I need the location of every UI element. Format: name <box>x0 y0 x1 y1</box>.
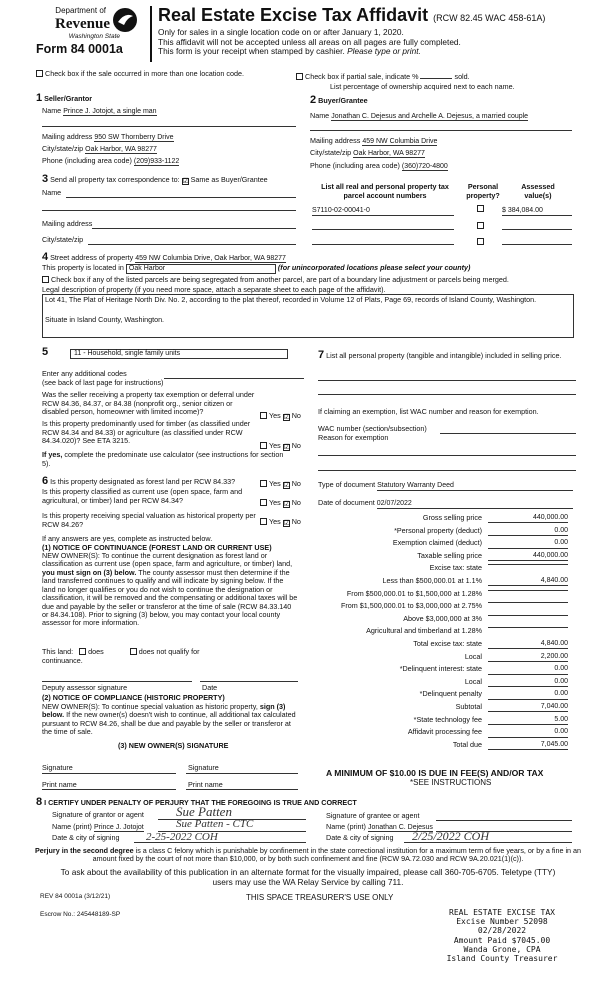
fee-row <box>318 716 580 727</box>
fee-value[interactable]: 0.00 <box>488 665 568 674</box>
title-citation: (RCW 82.45 WAC 458-61A) <box>433 13 546 23</box>
owner-signature-line-2 <box>186 773 298 774</box>
q6-3-no-label: No <box>291 517 301 526</box>
legal-description-line-1: Lot 41, The Plat of Heritage North Div. No. 2, according to the plat thereof, recorded in Volume 12 of Plats, Page 69, records of Island County, Washington. <box>45 295 537 304</box>
seller-city-row <box>42 145 157 154</box>
fee-label: From $1,500,000.01 to $3,000,000 at 2.75% <box>340 601 482 611</box>
this-land-label: This land: <box>42 647 74 656</box>
fee-label: Subtotal <box>455 702 482 711</box>
see-instructions-note: *SEE INSTRUCTIONS <box>410 778 492 787</box>
perjury-bold: Perjury in the second degree <box>34 846 134 855</box>
section-3-text: Send all property tax correspondence to: <box>50 175 180 184</box>
buyer-name-line2 <box>310 130 572 131</box>
seller-phone-field[interactable]: (209)933-1122 <box>133 158 180 165</box>
fee-label: Excise tax: state <box>429 563 482 573</box>
form-title <box>158 5 545 27</box>
q5-2-yes-label: Yes <box>269 441 281 450</box>
deputy-date-line <box>200 681 298 682</box>
seller-city-field[interactable]: Oak Harbor, WA 98277 <box>85 146 157 153</box>
q5-1-yes-checkbox[interactable] <box>260 412 267 419</box>
located-row <box>42 264 470 274</box>
seller-mailing-row <box>42 133 174 142</box>
list-percentage-note: List percentage of ownership acquired next to each name. <box>330 82 515 91</box>
seller-name-label: Name <box>42 106 62 115</box>
partial-sale-checkbox[interactable] <box>296 73 303 80</box>
revenue-label: Revenue <box>55 15 110 32</box>
fee-label: *Delinquent interest: state <box>399 664 482 674</box>
deputy-signature-line <box>42 681 192 682</box>
washington-state-label: Washington State <box>68 32 120 40</box>
multi-location-label: Check box if the sale occurred in more than one location code. <box>45 69 244 78</box>
department-label: Department of <box>55 6 106 15</box>
fee-label: *Delinquent penalty <box>419 689 482 699</box>
fee-label: Gross selling price <box>422 513 482 522</box>
fee-value[interactable] <box>488 602 568 603</box>
land-does-label: does <box>88 647 104 656</box>
assessed-line-2 <box>502 229 572 230</box>
q6-3-answers <box>260 518 301 527</box>
land-use-code-select[interactable]: 11 - Household, single family units <box>70 349 288 359</box>
buyer-city-field[interactable]: Oak Harbor, WA 98277 <box>353 150 425 157</box>
grantor-agent-signature[interactable]: Sue Patten <box>176 804 232 819</box>
same-as-buyer-label: Same as Buyer/Grantee <box>190 175 268 184</box>
q6-1-answers <box>260 480 301 489</box>
seller-phone-row <box>42 157 179 166</box>
fee-value[interactable]: 7,045.00 <box>488 741 568 750</box>
fee-label: Local <box>464 676 482 686</box>
fee-row <box>318 678 580 689</box>
buyer-mailing-field[interactable]: 459 NW Columbia Drive <box>362 138 438 145</box>
fee-row <box>318 703 580 714</box>
partial-sale-percent-field[interactable] <box>420 78 452 79</box>
fee-value[interactable]: 0.00 <box>488 539 568 548</box>
if-any-yes-note: If any answers are yes, complete as instructed below. <box>42 534 213 543</box>
section-7-label: List all personal property (tangible and intangible) included in selling price. <box>326 351 562 360</box>
document-date-field[interactable]: 02/07/2022 <box>377 500 573 509</box>
grantee-name-field[interactable]: Jonathan C. Dejesus <box>367 824 433 831</box>
fee-label: Total excise tax: state <box>413 639 482 648</box>
q5-2-no-label: No <box>291 441 301 450</box>
section-3-name-label: Name <box>42 188 62 197</box>
notice-1-text-b: The county assessor must then determine if the land transferred continues to qualify and will indicate by signing below. If the land no longer qualifies or you do not wish to continue the designation or classification, it will be removed and the compensating or additional taxes will be due and payable by the seller or transferor at the time of sale (RCW 84.33.140 or 84.34.108). Prior to signing (3) below, you may contact your local county assessor for more information. <box>42 567 298 628</box>
section-6-q1-text: Is this property designated as forest land per RCW 84.33? <box>50 477 236 486</box>
header-line-3 <box>158 47 461 57</box>
personal-property-line-2 <box>318 394 576 395</box>
section-3-name-line2 <box>42 210 296 211</box>
fee-row <box>318 615 580 626</box>
if-yes-rest: complete the predominate use calculator (see instructions for section 5). <box>42 450 284 468</box>
fee-row <box>318 653 580 664</box>
buyer-name-field[interactable]: Jonathan C. Dejesus and Archelle A. Dejesus, a married couple <box>331 113 529 120</box>
buyer-city-row <box>310 149 425 158</box>
section-5-number: 5 <box>42 346 49 358</box>
q6-1-no-checkbox[interactable]: ☑ <box>283 482 291 489</box>
parcel-number-1[interactable]: S7110-02-00041-0 <box>312 207 454 216</box>
fee-row <box>318 741 580 752</box>
section-6-question-2: Is this property classified as current use (open space, farm and agricultural, or timber) land per RCW 84.34? <box>42 487 243 505</box>
street-address-label: Street address of property <box>50 253 134 262</box>
seller-heading <box>36 92 92 105</box>
fee-label: Total due <box>452 739 482 749</box>
owner-print-label-1: Print name <box>42 780 77 789</box>
fee-value[interactable] <box>488 564 568 565</box>
land-does-not-checkbox[interactable] <box>130 648 137 655</box>
grantee-date-label: Date & city of signing <box>326 833 394 842</box>
assessed-value-1[interactable]: $ 384,084.00 <box>502 207 572 216</box>
owner-print-label-2: Print name <box>188 780 223 789</box>
fee-row <box>318 728 580 739</box>
q5-2-no-checkbox[interactable]: ☑ <box>283 444 291 451</box>
grantor-agent-name-signature[interactable]: Sue Patten - CTC <box>176 818 254 830</box>
fee-label: Taxable selling price <box>417 550 482 560</box>
grantor-name-label: Name (print) <box>52 822 92 831</box>
section-6-question-3: Is this property receiving special valuation as historical property per RCW 84.26? <box>42 511 256 529</box>
located-note: (for unincorporated locations please select your county) <box>277 263 471 272</box>
sold-label: sold. <box>454 72 470 81</box>
seller-name-row <box>42 107 297 116</box>
segregated-check[interactable] <box>42 276 509 285</box>
fee-row <box>318 539 580 550</box>
segregated-label: Check box if any of the listed parcels are being segregated from another parcel, are part of a boundary line adjustment or parcels being merged. <box>51 275 509 284</box>
buyer-name-row <box>310 112 528 121</box>
fee-value[interactable]: 4,840.00 <box>488 577 568 586</box>
street-address-field[interactable]: 459 NW Columbia Drive, Oak Harbor, WA 98277 <box>135 255 286 262</box>
parcel-line-3 <box>312 244 454 245</box>
buyer-phone-field[interactable]: (360)720-4800 <box>401 163 448 170</box>
notice-2-text-b: If the new owner(s) doesn't wish to continue, all additional tax calculated pursuant to RCW 84.26, shall be due and payable by the seller or transferor at the time of sale. <box>42 710 296 737</box>
buyer-city-label: City/state/zip <box>310 148 352 157</box>
stamp-line-2: Excise Number 52098 <box>456 917 548 927</box>
q6-2-yes-checkbox[interactable] <box>260 499 267 506</box>
section-8-number: 8 <box>36 796 43 808</box>
fee-label: Above $3,000,000 at 3% <box>403 613 482 623</box>
assessed-value-header: Assessed value(s) <box>521 182 555 200</box>
fee-label: Local <box>464 651 482 661</box>
q6-2-no-checkbox[interactable]: ☑ <box>283 501 291 508</box>
grantor-date-field[interactable]: 2-25-2022 COH <box>146 831 218 843</box>
deputy-date-label: Date <box>202 683 218 692</box>
fee-label: *Personal property (deduct) <box>394 525 482 535</box>
additional-codes-label: Enter any additional codes <box>42 369 127 378</box>
multi-location-check[interactable] <box>36 70 244 79</box>
personal-property-checkbox-1[interactable] <box>477 205 484 212</box>
notice-1-text <box>42 552 298 628</box>
header-divider <box>150 6 152 62</box>
grantee-signature-label: Signature of grantee or agent <box>326 811 420 820</box>
notice-1-text-a: NEW OWNER(S): To continue the current designation as forest land or classification as current use (open space, farm and agriculture, or timber) land, <box>42 551 293 569</box>
fee-value[interactable]: 440,000.00 <box>488 552 568 561</box>
header-instructions <box>158 28 461 57</box>
seller-city-label: City/state/zip <box>42 144 84 153</box>
location-code-select[interactable]: Oak Harbor <box>126 264 276 274</box>
fee-label: Agricultural and timberland at 1.28% <box>366 626 482 636</box>
seller-mailing-field[interactable]: 950 SW Thornberry Drive <box>94 134 174 141</box>
grantee-signature-line <box>436 820 572 821</box>
fee-value[interactable]: 0.00 <box>488 527 568 536</box>
personal-property-header: Personal property? <box>466 182 500 200</box>
fee-label: Exemption claimed (deduct) <box>392 538 482 548</box>
q5-1-no-label: No <box>291 411 301 420</box>
fee-row <box>318 527 580 538</box>
additional-codes-field <box>164 378 304 379</box>
fee-value[interactable]: 0.00 <box>488 728 568 737</box>
stamp-line-5: Wanda Grone, CPA <box>463 944 541 954</box>
section-3-mailing-label: Mailing address <box>42 219 93 228</box>
if-yes-bold: If yes, <box>42 450 63 459</box>
stamp-line-4: Amount Paid $7045.00 <box>453 935 551 945</box>
seller-name-field[interactable]: Prince J. Jotojot, a single man <box>63 108 157 115</box>
grantee-name-label: Name (print) <box>326 822 366 831</box>
notice-2-text-bold: sign (3) below. <box>42 702 286 720</box>
wac-number-label: WAC number (section/subsection) <box>318 424 427 433</box>
owner-signature-line-1 <box>42 773 176 774</box>
buyer-mailing-label: Mailing address <box>310 136 361 145</box>
fee-row <box>318 590 580 601</box>
fee-value[interactable]: 0.00 <box>488 678 568 687</box>
section-3-number: 3 <box>42 173 49 185</box>
header-line-3-text: This form is your receipt when stamped by cashier. <box>158 46 345 57</box>
q5-1-yes-label: Yes <box>269 411 281 420</box>
fee-value[interactable]: 2,200.00 <box>488 653 568 662</box>
q6-2-yes-label: Yes <box>269 498 281 507</box>
fee-row <box>318 552 580 563</box>
personal-property-line-1 <box>318 380 576 381</box>
section-4-number: 4 <box>42 251 49 263</box>
reason-label: Reason for exemption <box>318 433 389 442</box>
fee-row <box>318 690 580 701</box>
document-type-field[interactable]: Statutory Warranty Deed <box>377 482 573 491</box>
treasurer-stamp <box>440 908 564 963</box>
section-8-certify-text: I CERTIFY UNDER PENALTY OF PERJURY THAT THE FOREGOING IS TRUE AND CORRECT <box>44 798 357 807</box>
exemption-label: If claiming an exemption, list WAC number and reason for exemption. <box>318 407 539 416</box>
q6-1-yes-checkbox[interactable] <box>260 480 267 487</box>
land-does-checkbox[interactable] <box>79 648 86 655</box>
q5-1-no-checkbox[interactable]: ☑ <box>283 414 291 421</box>
land-does-not-label: does not qualify for <box>138 647 200 656</box>
q6-3-no-checkbox[interactable]: ☑ <box>283 520 291 527</box>
section-3-name-line <box>66 197 296 198</box>
stamp-line-3: 02/28/2022 <box>477 926 527 936</box>
reason-line-1 <box>318 455 576 456</box>
document-type-label: Type of document <box>318 480 376 489</box>
q6-1-no-label: No <box>291 479 301 488</box>
fee-value[interactable]: 5.00 <box>488 716 568 725</box>
stamp-line-1: REAL ESTATE EXCISE TAX <box>449 908 555 917</box>
header-line-2: This affidavit will not be accepted unless all areas on all pages are fully completed. <box>158 36 461 47</box>
fee-row <box>318 564 580 575</box>
section-5-question-2: Is this property predominantly used for timber (as classified under RCW 84.34 and 84.33) or agriculture (as classified under RCW 84.34.020)? See ETA 3215. <box>42 419 251 446</box>
notice-2-title: (2) NOTICE OF COMPLIANCE (HISTORIC PROPERTY) <box>42 693 225 702</box>
grantee-date-field[interactable]: 2/25/2022 COH <box>412 829 490 843</box>
stamp-line-6: Island County Treasurer <box>446 953 558 963</box>
fee-value[interactable] <box>488 627 568 628</box>
parcel-line-2 <box>312 229 454 230</box>
document-date-row <box>318 499 573 509</box>
section-7-number: 7 <box>318 349 325 361</box>
fee-value[interactable] <box>488 590 568 591</box>
same-as-buyer-checkbox[interactable]: ☑ <box>182 178 189 185</box>
header-line-3-italic: Please type or print. <box>347 46 421 57</box>
q6-2-no-label: No <box>291 498 301 507</box>
fee-row <box>318 665 580 676</box>
fee-label: Affidavit processing fee <box>407 727 482 737</box>
q6-3-yes-label: Yes <box>269 517 281 526</box>
fee-label: *State technology fee <box>413 714 482 724</box>
q6-3-yes-checkbox[interactable] <box>260 518 267 525</box>
fee-value[interactable]: 440,000.00 <box>488 514 568 523</box>
revision-label: REV 84 0001a (3/12/21) <box>40 893 111 900</box>
notice-1-text-bold: you must sign on (3) below. <box>42 567 137 577</box>
notice-2-text <box>42 703 298 737</box>
fee-value[interactable]: 4,840.00 <box>488 640 568 649</box>
minimum-due-note: A MINIMUM OF $10.00 IS DUE IN FEE(S) AND/OR TAX <box>326 768 544 778</box>
partial-sale-label: Check box if partial sale, indicate % <box>305 72 419 81</box>
legal-description-box[interactable] <box>42 294 574 338</box>
reason-line-2 <box>318 470 576 471</box>
located-label: This property is located in <box>42 263 124 272</box>
header-line-1: Only for sales in a single location code on or after January 1, 2020. <box>158 27 404 37</box>
section-2-number: 2 <box>310 94 317 106</box>
if-yes-note <box>42 451 292 468</box>
seller-name-line2 <box>42 126 296 127</box>
assessed-line-3 <box>502 244 572 245</box>
fee-row <box>318 640 580 651</box>
partial-sale-check[interactable] <box>296 73 470 82</box>
dor-logo-icon <box>110 6 140 34</box>
fee-value[interactable]: 0.00 <box>488 690 568 699</box>
personal-property-checkbox-2[interactable] <box>477 222 484 229</box>
buyer-phone-label: Phone (including area code) <box>310 161 400 170</box>
see-back-note: (see back of last page for instructions) <box>42 378 164 387</box>
treasurer-use-label: THIS SPACE TREASURER'S USE ONLY <box>246 893 394 902</box>
parcel-header: List all real and personal property tax parcel account numbers <box>321 182 449 200</box>
q6-2-answers <box>260 499 301 508</box>
buyer-mailing-row <box>310 137 437 146</box>
document-date-label: Date of document <box>318 498 375 507</box>
deputy-signature-label: Deputy assessor signature <box>42 683 128 692</box>
buyer-heading <box>310 94 368 107</box>
notice-3-title: (3) NEW OWNER(S) SIGNATURE <box>118 741 229 750</box>
notice-2-text-a: NEW OWNER(S): To continue special valuation as historic property, <box>42 702 258 711</box>
buyer-name-label: Name <box>310 111 330 120</box>
wac-number-field <box>440 433 576 434</box>
owner-signature-label-1: Signature <box>42 763 73 772</box>
buyer-phone-row <box>310 162 448 171</box>
fee-label: Less than $500,000.01 at 1.1% <box>382 576 482 585</box>
seller-mailing-label: Mailing address <box>42 132 93 141</box>
seller-heading-text: Seller/Grantor <box>44 94 93 103</box>
grantor-signature-label: Signature of grantor or agent <box>52 810 144 819</box>
section-5-question-1: Was the seller receiving a property tax exemption or deferral under RCW 84.36, 84.37, or 84.38 (nonprofit org., senior citizen or disabled person, homeowner with limited income)? <box>42 390 255 417</box>
q5-2-yes-checkbox[interactable] <box>260 442 267 449</box>
section-1-number: 1 <box>36 92 43 104</box>
section-3-city-label: City/state/zip <box>42 235 84 244</box>
alternate-format-notice: To ask about the availability of this publication in an alternate format for the visually impaired, please call 360-705-6705. Teletype (TTY) users may use the WA Relay Service by calling 711. <box>60 867 556 887</box>
grantor-name-field[interactable]: Prince J. Jotojot <box>93 824 144 831</box>
owner-signature-label-2: Signature <box>188 763 219 772</box>
fee-value[interactable]: 7,040.00 <box>488 703 568 712</box>
section-3-mailing-line <box>92 228 296 229</box>
perjury-rest: is a class C felony which is punishable by confinement in the state correctional institution for a maximum term of five years, or by a fine in an amount fixed by the court of not more than $10,000, or by both such confinement and fine (RCW 9A.72.030 and RCW 9A.20.021(1)(c)). <box>92 846 582 864</box>
segregated-checkbox[interactable] <box>42 276 49 283</box>
personal-property-checkbox-3[interactable] <box>477 238 484 245</box>
continuance-label: continuance. <box>42 656 83 665</box>
fee-value[interactable] <box>488 615 568 616</box>
multi-location-checkbox[interactable] <box>36 70 43 77</box>
fee-row <box>318 602 580 613</box>
notice-1-title: (1) NOTICE OF CONTINUANCE (FOREST LAND OR CURRENT USE) <box>42 543 272 552</box>
q5-1-answers <box>260 412 301 421</box>
section-7-text <box>318 349 578 362</box>
escrow-number: Escrow No.: 245448189-SP <box>40 911 121 918</box>
fee-row <box>318 514 580 525</box>
grantor-date-label: Date & city of signing <box>52 833 120 842</box>
fee-row <box>318 627 580 638</box>
section-3-city-line <box>88 244 296 245</box>
form-number: Form 84 0001a <box>36 42 123 57</box>
legal-description-label: Legal description of property (if you need more space, attach a separate sheet to each page of the affidavit). <box>42 285 386 294</box>
section-3-row <box>42 173 268 186</box>
document-type-row <box>318 481 573 491</box>
q6-1-yes-label: Yes <box>269 479 281 488</box>
seller-phone-label: Phone (including area code) <box>42 156 132 165</box>
grantor-name-row <box>52 823 144 832</box>
title-text: Real Estate Excise Tax Affidavit <box>158 5 429 25</box>
fee-row <box>318 577 580 588</box>
fee-label: From $500,000.01 to $1,500,000 at 1.28% <box>346 588 482 598</box>
buyer-heading-text: Buyer/Grantee <box>318 96 368 105</box>
perjury-notice <box>30 847 586 864</box>
section-6-number: 6 <box>42 475 49 487</box>
legal-description-line-2: Situate in Island County, Washington. <box>45 314 165 324</box>
